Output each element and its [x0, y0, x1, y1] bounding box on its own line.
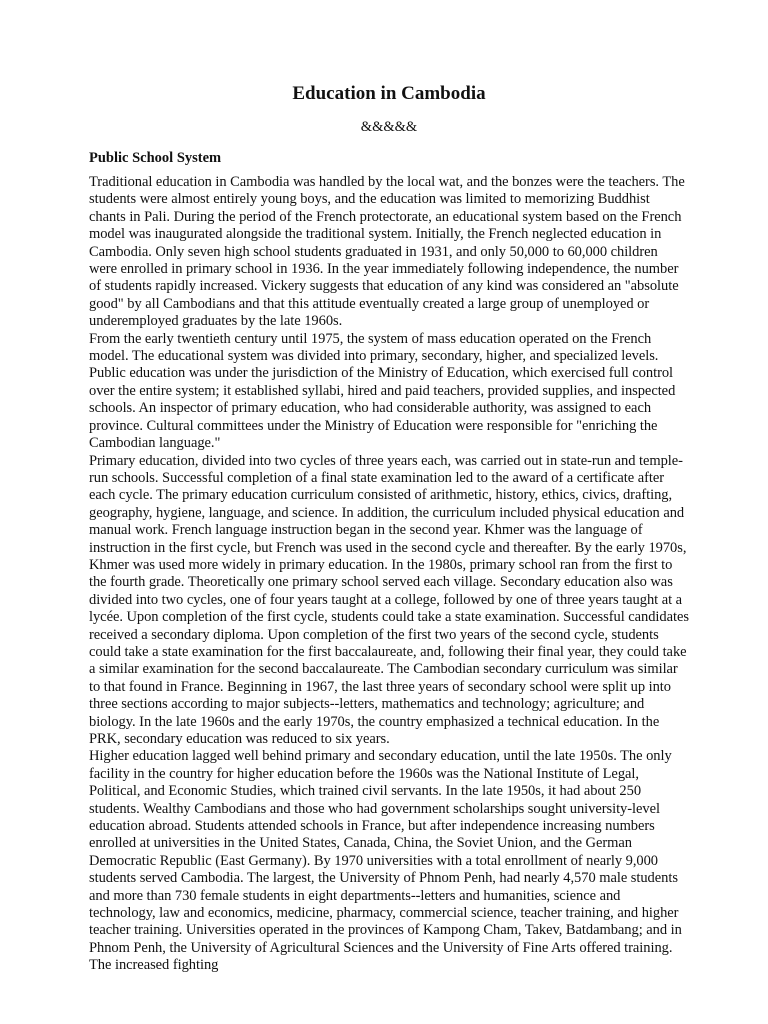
document-page — [89, 82, 689, 975]
paragraph-traditional-education: Traditional education in Cambodia was handled by the local wat, and the bonzes were the teachers. The students were almost entirely young boys, and the education was limited to memorizing Buddhist chants in Pali. During the period of the French protectorate, an educational system based on the French model was inaugurated alongside the traditional system. Initially, the French neglected education in Cambodia. Only seven high school students graduated in 1931, and only 50,000 to 60,000 children were enrolled in primary school in 1936. In the year immediately following independence, the number of students rapidly increased. Vickery suggests that education of any kind was considered an "absolute good" by all Cambodians and that this attitude eventually created a large group of unemployed or underemployed graduates by the late 1960s. — [89, 174, 685, 330]
section-heading: Public School System — [89, 150, 222, 166]
paragraph-higher-education: Higher education lagged well behind primary and secondary education, until the late 1950s. The only facility in the country for higher education before the 1960s was the National Institute of Legal, Political, and Economic Studies, which trained civil servants. In the late 1950s, it had about 250 students. Wealthy Cambodians and those who had government scholarships sought university-level education abroad. Students attended schools in France, but after independence increasing numbers enrolled at universities in the United States, Canada, China, the Soviet Union, and the German Democratic Republic (East Germany). By 1970 universities with a total enrollment of nearly 9,000 students served Cambodia. The largest, the University of Phnom Penh, had nearly 4,570 male students and more than 730 female students in eight departments--letters and humanities, science and technology, law and economics, medicine, pharmacy, commercial science, teacher training, and higher teacher training. Universities operated in the provinces of Kampong Cham, Takev, Batdambang; and in Phnom Penh, the University of Agricultural Sciences and the University of Fine Arts offered training. The increased fighting — [89, 748, 682, 974]
document-title: Education in Cambodia — [292, 83, 486, 104]
paragraph-primary-secondary: Primary education, divided into two cycles of three years each, was carried out in state-run and temple-run schools. Successful completion of a final state examination led to the award of a certificate after each cycle. The primary education curriculum consisted of arithmetic, history, ethics, civics, drafting, geography, hygiene, language, and science. In addition, the curriculum included physical education and manual work. French language instruction began in the second year. Khmer was the language of instruction in the first cycle, but French was used in the second cycle and thereafter. By the early 1970s, Khmer was used more widely in primary education. In the 1980s, primary school ran from the first to the fourth grade. Theoretically one primary school served each village. Secondary education also was divided into two cycles, one of four years taught at a college, followed by one of three years taught at a lycée. Upon completion of the first cycle, students could take a state examination. Successful candidates received a secondary diploma. Upon completion of the first two years of the second cycle, students could take a state examination for the first baccalaureate, and, following their final year, they could take a similar examination for the second baccalaureate. The Cambodian secondary curriculum was similar to that found in France. Beginning in 1967, the last three years of secondary school were split up into three sections according to major subjects--letters, mathematics and technology; agriculture; and biology. In the late 1960s and the early 1970s, the country emphasized a technical education. In the PRK, secondary education was reduced to six years. — [89, 452, 689, 747]
document-body — [89, 174, 689, 975]
section-separator: &&&&& — [360, 119, 418, 135]
paragraph-mass-education: From the early twentieth century until 1975, the system of mass education operated on the French model. The educational system was divided into primary, secondary, higher, and specialized levels. Public education was under the jurisdiction of the Ministry of Education, which exercised full control over the entire system; it established syllabi, hired and paid teachers, provided supplies, and inspected schools. An inspector of primary education, who had considerable authority, was assigned to each province. Cultural committees under the Ministry of Education were responsible for "enriching the Cambodian language." — [89, 330, 676, 452]
